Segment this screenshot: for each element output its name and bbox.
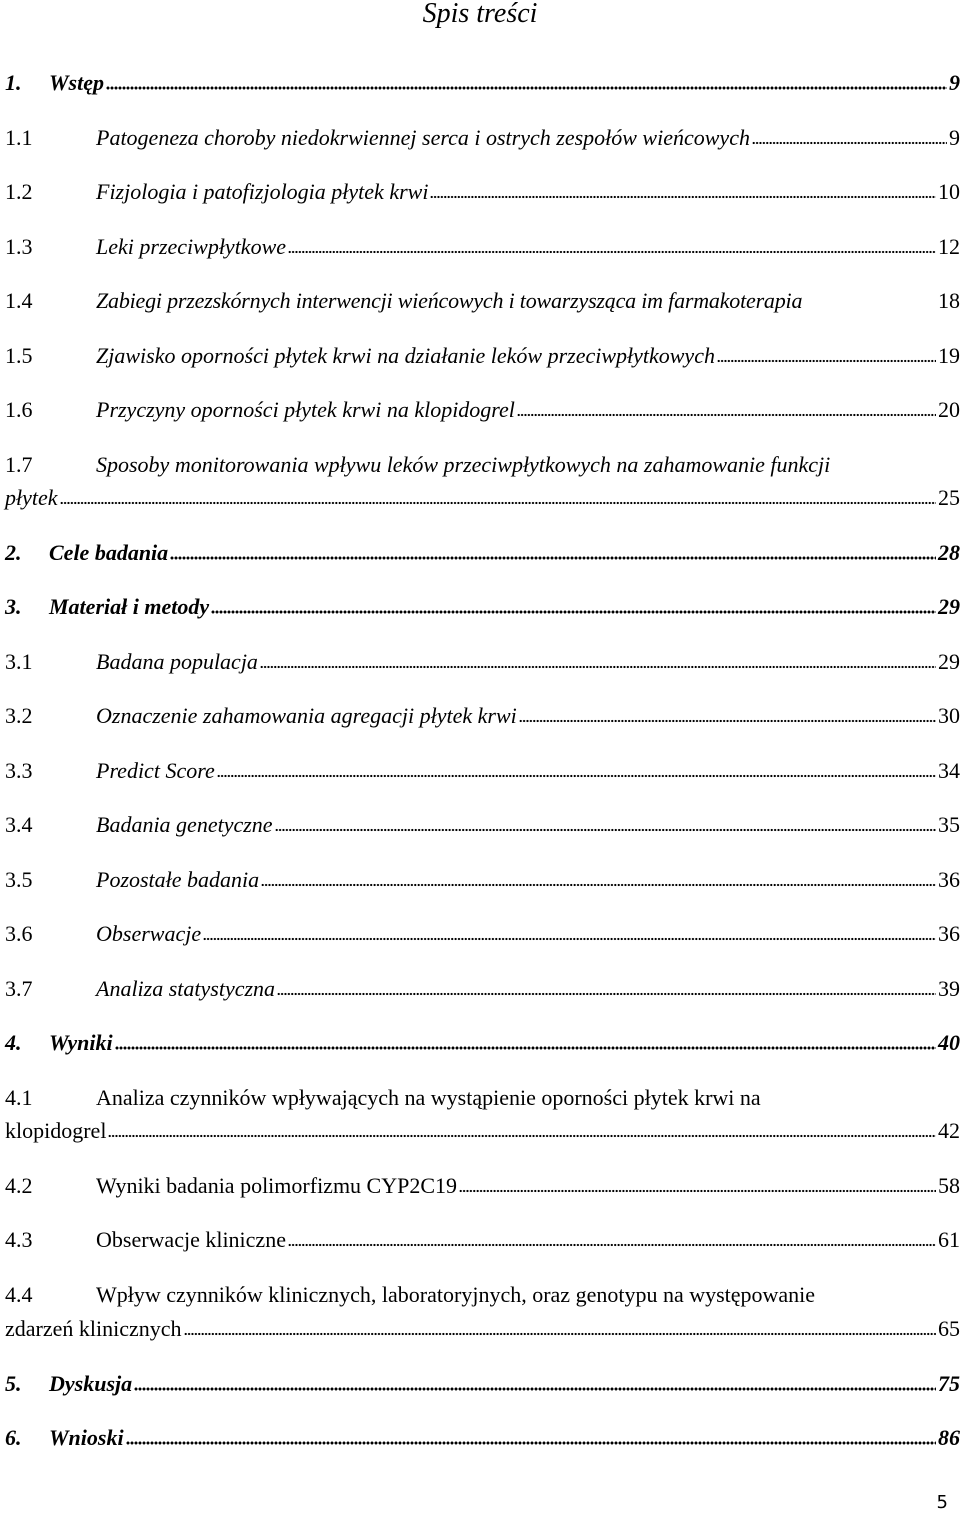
toc-entry-number: 3. <box>5 594 22 619</box>
toc-entry-number: 5. <box>5 1371 22 1396</box>
toc-entry-number: 1.6 <box>5 397 33 422</box>
dot-leader <box>517 413 936 417</box>
dot-leader <box>60 501 936 505</box>
toc-entry-page: 30 <box>938 703 960 728</box>
dot-leader <box>184 1332 936 1336</box>
toc-entry-title: Badana populacja <box>96 649 258 674</box>
dot-leader <box>217 774 936 778</box>
toc-entry-page: 29 <box>938 649 960 674</box>
toc-entry-number: 4.4 <box>5 1282 33 1307</box>
toc-entry[interactable] <box>5 285 960 317</box>
toc-entry[interactable] <box>5 591 960 623</box>
toc-entry-title-continuation: płytek <box>5 485 58 510</box>
dot-leader <box>108 1134 936 1138</box>
toc-entry-title: Wnioski <box>49 1425 124 1450</box>
toc-entry-page: 9 <box>949 70 960 95</box>
toc-entry-page: 42 <box>938 1118 960 1143</box>
toc-entry-page: 35 <box>938 812 960 837</box>
dot-leader <box>430 195 936 199</box>
dot-leader <box>106 86 947 90</box>
toc-entry-number: 3.2 <box>5 703 33 728</box>
dot-leader <box>260 665 936 669</box>
toc-entry[interactable] <box>5 449 960 481</box>
toc-entry-continuation[interactable] <box>5 1313 960 1345</box>
dot-leader <box>170 556 936 560</box>
toc-entry[interactable] <box>5 1027 960 1059</box>
dot-leader <box>126 1441 936 1445</box>
dot-leader <box>275 828 936 832</box>
toc-entry-number: 3.1 <box>5 649 33 674</box>
toc-entry-page: 18 <box>938 288 960 313</box>
dot-leader <box>211 610 936 614</box>
dot-leader <box>134 1387 936 1391</box>
toc-entry-title: Analiza statystyczna <box>96 976 276 1001</box>
toc-entry-number: 2. <box>5 540 22 565</box>
toc-entry-number: 1.3 <box>5 234 33 259</box>
dot-leader <box>717 359 936 363</box>
toc-entry-title: Fizjologia i patofizjologia płytek krwi <box>96 179 429 204</box>
toc-entry-title: Patogeneza choroby niedokrwiennej serca i ostrych zespołów wieńcowych <box>96 125 750 150</box>
toc-entry-number: 3.7 <box>5 976 33 1001</box>
toc-entry-title: Leki przeciwpłytkowe <box>96 234 287 259</box>
toc-entry-page: 34 <box>938 758 960 783</box>
toc-entry-number: 1.5 <box>5 343 33 368</box>
toc-entry-title: Zabiegi przezskórnych interwencji wieńcowych i towarzysząca im farmakoterapia <box>96 288 803 313</box>
toc-entry-number: 3.4 <box>5 812 33 837</box>
toc-entry[interactable] <box>5 1170 960 1202</box>
toc-entry-title: Analiza czynników wpływających na wystąpienie oporności płytek krwi na <box>96 1085 761 1110</box>
toc-entry-page: 29 <box>938 594 960 619</box>
toc-entry-title: Oznaczenie zahamowania agregacji płytek krwi <box>96 703 517 728</box>
toc-entry-title: Przyczyny oporności płytek krwi na klopidogrel <box>96 397 515 422</box>
toc-entry[interactable] <box>5 394 960 426</box>
toc-entry[interactable] <box>5 1422 960 1454</box>
toc-entry[interactable] <box>5 340 960 372</box>
toc-entry-number: 4.1 <box>5 1085 33 1110</box>
toc-entry-number: 3.5 <box>5 867 33 892</box>
toc-entry-page: 58 <box>938 1173 960 1198</box>
toc-entry-page: 75 <box>938 1371 960 1396</box>
toc-entry[interactable] <box>5 700 960 732</box>
toc-entry[interactable] <box>5 755 960 787</box>
toc-entry-title: Obserwacje <box>96 921 202 946</box>
toc-entry[interactable] <box>5 646 960 678</box>
toc-entry[interactable] <box>5 231 960 263</box>
toc-entry-page: 36 <box>938 867 960 892</box>
toc-entry-number: 1.2 <box>5 179 33 204</box>
page-number: 5 <box>936 1492 948 1513</box>
toc-entry-title: Wpływ czynników klinicznych, laboratoryjnych, oraz genotypu na występowanie <box>96 1282 816 1307</box>
toc-entry-page: 40 <box>938 1030 960 1055</box>
toc-entry[interactable] <box>5 537 960 569</box>
toc-entry-title: Dyskusja <box>49 1371 133 1396</box>
toc-entry-number: 4. <box>5 1030 22 1055</box>
dot-leader <box>261 883 936 887</box>
toc-entry-title: Sposoby monitorowania wpływu leków przeciwpłytkowych na zahamowanie funkcji <box>96 452 831 477</box>
toc-entry-page: 9 <box>949 125 960 150</box>
toc-entry-page: 28 <box>938 540 960 565</box>
dot-leader <box>115 1046 936 1050</box>
toc-entry[interactable] <box>5 1279 960 1311</box>
toc-entry[interactable] <box>5 1224 960 1256</box>
dot-leader <box>459 1189 936 1193</box>
toc-entry-title: Obserwacje kliniczne <box>96 1227 286 1252</box>
toc-entry-number: 4.2 <box>5 1173 33 1198</box>
toc-entry-page: 19 <box>938 343 960 368</box>
toc-entry-title: Wyniki <box>49 1030 113 1055</box>
toc-entry-number: 1. <box>5 70 22 95</box>
dot-leader <box>203 937 936 941</box>
toc-entry-title: Pozostałe badania <box>96 867 260 892</box>
toc-entry[interactable] <box>5 1368 960 1400</box>
toc-entry-number: 6. <box>5 1425 22 1450</box>
toc-entry-continuation[interactable] <box>5 482 960 514</box>
dot-leader <box>288 250 936 254</box>
toc-entry-title: Predict Score <box>96 758 215 783</box>
toc-entry-number: 4.3 <box>5 1227 33 1252</box>
toc-title: Spis treści <box>422 0 538 29</box>
toc-entry-page: 65 <box>938 1316 960 1341</box>
toc-entry-title: Materiał i metody <box>49 594 210 619</box>
toc-entry-page: 39 <box>938 976 960 1001</box>
toc-entry[interactable] <box>5 809 960 841</box>
toc-entry-title: Badania genetyczne <box>96 812 273 837</box>
toc-entry-number: 3.6 <box>5 921 33 946</box>
dot-leader <box>288 1243 936 1247</box>
toc-entry[interactable] <box>5 176 960 208</box>
toc-entry-page: 86 <box>938 1425 960 1450</box>
toc-entry[interactable] <box>5 864 960 896</box>
toc-entry-title: Wstęp <box>49 70 104 95</box>
toc-entry-number: 3.3 <box>5 758 33 783</box>
toc-entry[interactable] <box>5 122 960 154</box>
toc-entry-title: Wyniki badania polimorfizmu CYP2C19 <box>96 1173 458 1198</box>
toc-entry-title: Zjawisko oporności płytek krwi na działanie leków przeciwpłytkowych <box>96 343 715 368</box>
toc-entry[interactable] <box>5 918 960 950</box>
toc-entry-page: 36 <box>938 921 960 946</box>
toc-entry-page: 20 <box>938 397 960 422</box>
toc-entry[interactable] <box>5 1082 960 1114</box>
toc-entry-title-continuation: zdarzeń klinicznych <box>5 1316 182 1341</box>
dot-leader <box>519 719 936 723</box>
toc-entry-page: 61 <box>938 1227 960 1252</box>
toc-entry-title: Cele badania <box>49 540 169 565</box>
toc-entry-page: 10 <box>938 179 960 204</box>
toc-entry[interactable] <box>5 973 960 1005</box>
toc-entry-continuation[interactable] <box>5 1115 960 1147</box>
toc-entry-page: 12 <box>938 234 960 259</box>
toc-entry-number: 1.4 <box>5 288 33 313</box>
toc-entry[interactable] <box>5 67 960 99</box>
dot-leader <box>752 141 947 145</box>
dot-leader <box>277 992 936 996</box>
toc-entry-number: 1.7 <box>5 452 33 477</box>
toc-entry-page: 25 <box>938 485 960 510</box>
toc-entry-number: 1.1 <box>5 125 33 150</box>
toc-entry-title-continuation: klopidogrel <box>5 1118 107 1143</box>
